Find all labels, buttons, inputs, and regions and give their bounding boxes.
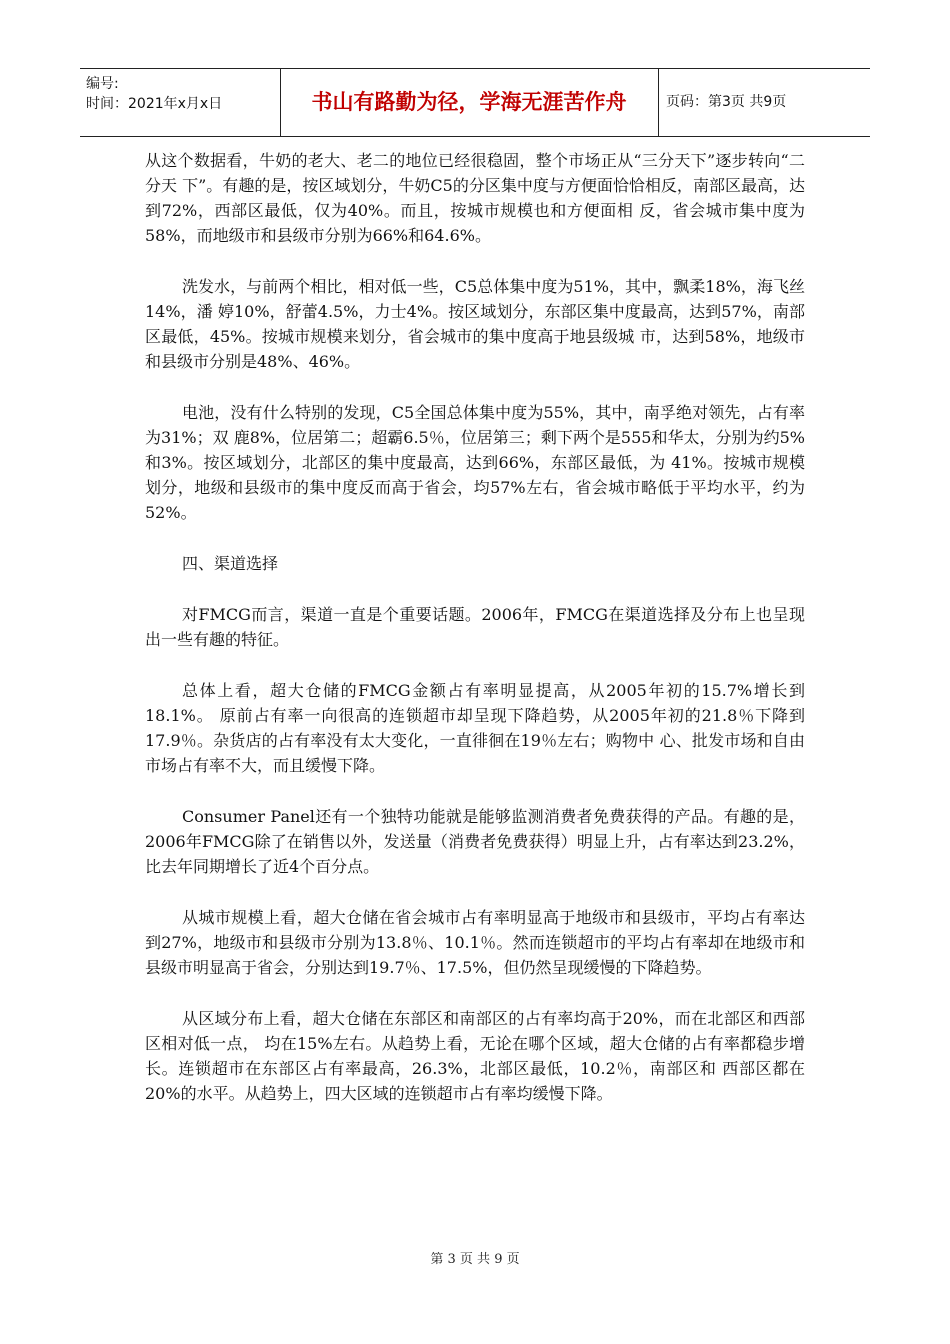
paragraph-consumer-panel: Consumer Panel还有一个独特功能就是能够监测消费者免费获得的产品。有趣的是，2006年FMCG除了在销售以外，发送量（消费者免费获得）明显上升，占有率达到23.2%，比去年同期增长了近4个百分点。: [145, 807, 805, 876]
header-page-info: 页码：第3页 共9页: [666, 94, 787, 110]
paragraph-battery: 电池，没有什么特别的发现，C5全国总体集中度为55%，其中，南孚绝对领先，占有率为31%；双 鹿8%，位居第二；超霸6.5％，位居第三；剩下两个是555和华太，分别为约5%和3%。按区域划分，北部区的集中度最高，达到66%，东部区最低，为 41%。按城市规模划分，地级和县级市的集中度反而高于省会，均57%左右，省会城市略低于平均水平，约为52%。: [145, 403, 805, 522]
paragraph-region: 从区域分布上看，超大仓储在东部区和南部区的占有率均高于20%，而在北部区和西部区相对低一点， 均在15%左右。从趋势上看，无论在哪个区域，超大仓储的占有率都稳步增长。连锁超市在东部区占有率最高，26.3%，北部区最低，10.2％，南部区和 西部区都在20%的水平。从趋势上，四大区域的连锁超市占有率均缓慢下降。: [145, 1009, 805, 1103]
section-heading-channel: 四、渠道选择: [182, 554, 279, 573]
page-header: [80, 68, 870, 137]
paragraph-city-scale: 从城市规模上看，超大仓储在省会城市占有率明显高于地级市和县级市，平均占有率达到27%，地级市和县级市分别为13.8％、10.1％。然而连锁超市的平均占有率却在地级市和县级市明显高于省会，分别达到19.7％、17.5%，但仍然呈现缓慢的下降趋势。: [145, 908, 805, 977]
header-meta: [80, 69, 281, 136]
document-body: [145, 148, 805, 1132]
paragraph-channel-intro: 对FMCG而言，渠道一直是个重要话题。2006年，FMCG在渠道选择及分布上也呈现出一些有趣的特征。: [145, 605, 805, 649]
page-footer: 第 3 页 共 9 页: [430, 1252, 520, 1267]
paragraph-milk: 从这个数据看，牛奶的老大、老二的地位已经很稳固，整个市场正从“三分天下”逐步转向“二分天 下”。有趣的是，按区域划分，牛奶C5的分区集中度与方便面恰恰相反，南部区最高，达到72%，西部区最低，仅为40%。而且，按城市规模也和方便面相 反，省会城市集中度为58%，而地级市和县级市分别为66%和64.6%。: [145, 151, 805, 245]
paragraph-shampoo: 洗发水，与前两个相比，相对低一些，C5总体集中度为51%，其中，飘柔18%，海飞丝14%，潘 婷10%，舒蕾4.5%，力士4%。按区域划分，东部区集中度最高，达到57%，南部区最低，45%。按城市规模来划分，省会城市的集中度高于地县级城 市，达到58%，地级市和县级市分别是48%、46%。: [145, 277, 805, 371]
header-motto: 书山有路勤为径，学海无涯苦作舟: [280, 69, 659, 136]
document-date: 时间：2021年x月x日: [86, 96, 223, 112]
document-code-label: 编号:: [86, 76, 119, 92]
paragraph-hypermarket-share: 总体上看，超大仓储的FMCG金额占有率明显提高，从2005年初的15.7%增长到18.1%。 原前占有率一向很高的连锁超市却呈现下降趋势，从2005年初的21.8％下降到17.9％。杂货店的占有率没有太大变化，一直徘徊在19％左右；购物中 心、批发市场和自由市场占有率不大，而且缓慢下降。: [145, 681, 805, 775]
